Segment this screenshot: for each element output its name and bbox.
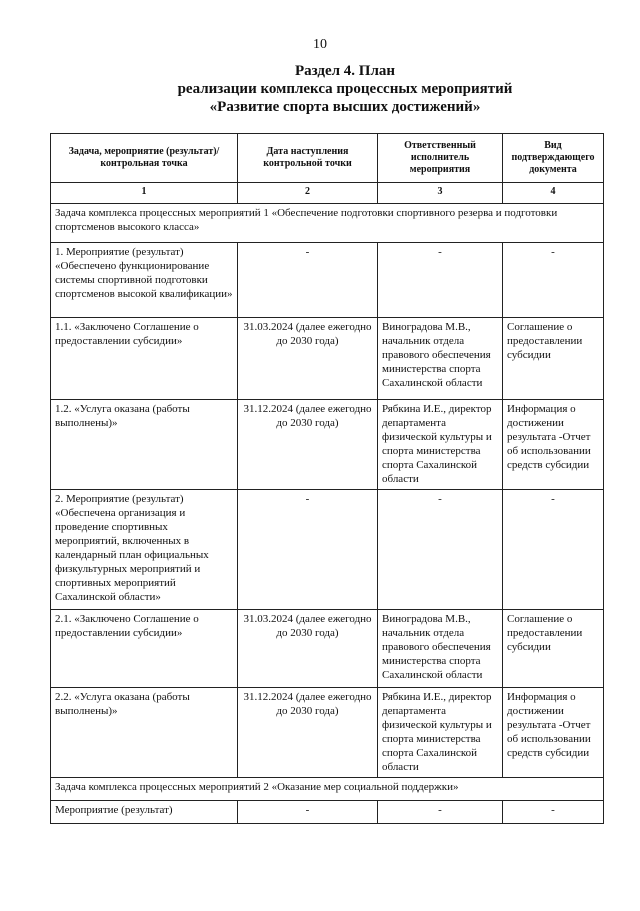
header-row <box>51 134 604 183</box>
date-cell: - <box>238 243 378 318</box>
activity-cell: 1.1. «Заключено Соглашение о предоставлении субсидии» <box>51 318 238 400</box>
activity-cell: 1. Мероприятие (результат) «Обеспечено функционирование системы спортивной подготовки спортсменов высокой квалификации» <box>51 243 238 318</box>
document-cell: - <box>503 243 604 318</box>
table-row <box>51 610 604 688</box>
table-row <box>51 318 604 400</box>
program-name: «Развитие спорта высших достижений» <box>209 99 481 115</box>
task-2: Задача комплекса процессных мероприятий 2 «Оказание мер социальной поддержки» <box>51 778 604 801</box>
date-cell: 31.12.2024 (далее ежегодно до 2030 года) <box>238 688 378 778</box>
responsible-cell: Рябкина И.Е., директор департамента физической культуры и спорта министерства спорта Сахалинской области <box>378 400 503 490</box>
activity-cell: 1.2. «Услуга оказана (работы выполнены)» <box>51 400 238 490</box>
table-row <box>51 801 604 824</box>
task-1: Задача комплекса процессных мероприятий 1 «Обеспечение подготовки спортивного резерва и подготовки спортсменов высокого класса» <box>51 204 604 243</box>
date-cell: 31.03.2024 (далее ежегодно до 2030 года) <box>238 318 378 400</box>
date-cell: 31.03.2024 (далее ежегодно до 2030 года) <box>238 610 378 688</box>
table-row <box>51 490 604 610</box>
document-cell: Информация о достижении результата -Отчет об использовании средств субсидии <box>503 400 604 490</box>
page-number: 10 <box>313 37 327 52</box>
activity-cell: 2. Мероприятие (результат) «Обеспечена организация и проведение спортивных мероприятий, включенных в календарный план официальных физкультурных мероприятий и спортивных мероприятий Сахалинской области» <box>51 490 238 610</box>
document-cell: Информация о достижении результата -Отчет об использовании средств субсидии <box>503 688 604 778</box>
header-date: Дата наступления контрольной точки <box>238 134 378 183</box>
task-row <box>51 778 604 801</box>
document-cell: Соглашение о предоставлении субсидии <box>503 318 604 400</box>
column-number-row <box>51 183 604 204</box>
column-number: 3 <box>378 183 503 204</box>
responsible-cell: Виноградова М.В., начальник отдела правового обеспечения министерства спорта Сахалинской области <box>378 610 503 688</box>
header-responsible: Ответственный исполнитель мероприятия <box>378 134 503 183</box>
activity-cell: Мероприятие (результат) <box>51 801 238 824</box>
activity-cell: 2.2. «Услуга оказана (работы выполнены)» <box>51 688 238 778</box>
header-task: Задача, мероприятие (результат)/контрольная точка <box>51 134 238 183</box>
section-title: Раздел 4. План <box>294 63 396 79</box>
document-cell: - <box>503 490 604 610</box>
table-row <box>51 243 604 318</box>
section-subtitle: реализации комплекса процессных мероприятий <box>177 81 513 97</box>
date-cell: 31.12.2024 (далее ежегодно до 2030 года) <box>238 400 378 490</box>
task-row <box>51 204 604 243</box>
header-document: Вид подтверждающего документа <box>503 134 604 183</box>
activity-cell: 2.1. «Заключено Соглашение о предоставлении субсидии» <box>51 610 238 688</box>
responsible-cell: Виноградова М.В., начальник отдела правового обеспечения министерства спорта Сахалинской области <box>378 318 503 400</box>
date-cell: - <box>238 801 378 824</box>
responsible-cell: - <box>378 801 503 824</box>
document-cell: Соглашение о предоставлении субсидии <box>503 610 604 688</box>
document-cell: - <box>503 801 604 824</box>
date-cell: - <box>238 490 378 610</box>
table-row <box>51 688 604 778</box>
responsible-cell: - <box>378 243 503 318</box>
column-number: 4 <box>503 183 604 204</box>
plan-table <box>50 133 604 824</box>
column-number: 1 <box>51 183 238 204</box>
table-row <box>51 400 604 490</box>
responsible-cell: - <box>378 490 503 610</box>
column-number: 2 <box>238 183 378 204</box>
responsible-cell: Рябкина И.Е., директор департамента физической культуры и спорта министерства спорта Сахалинской области <box>378 688 503 778</box>
